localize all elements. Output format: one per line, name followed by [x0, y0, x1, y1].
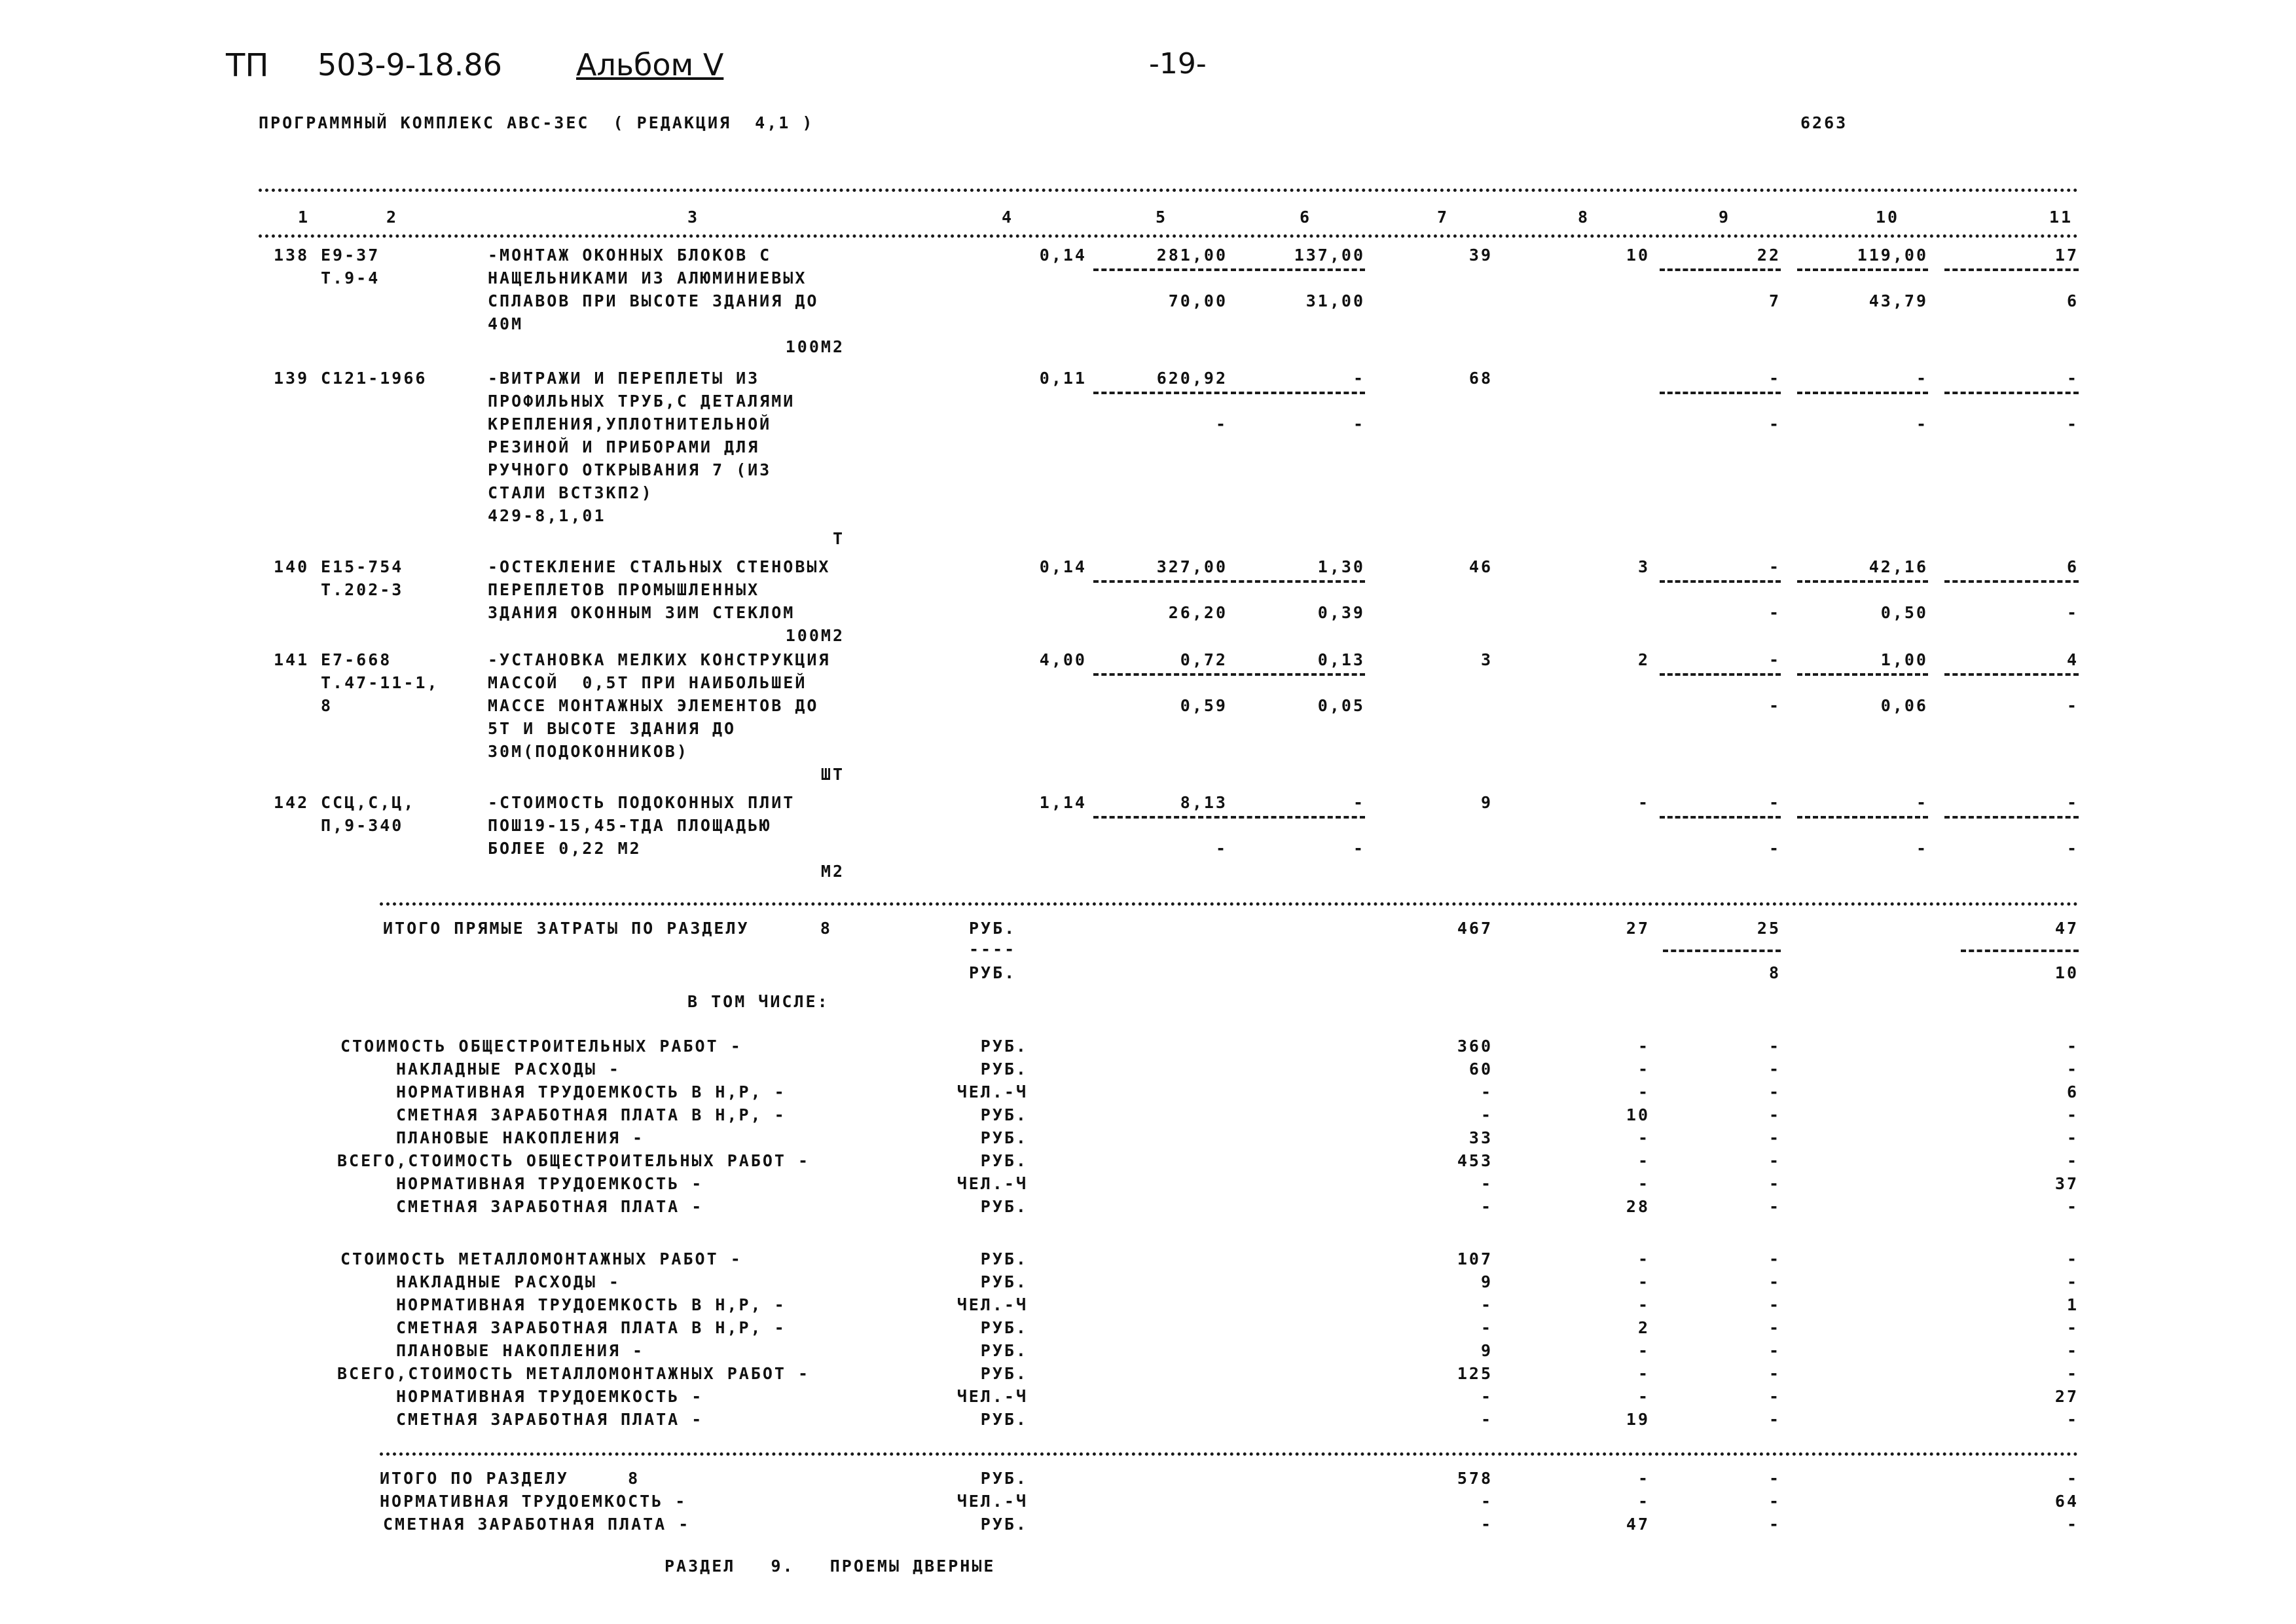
row-c6-bottom: -: [1353, 839, 1365, 858]
summary-c9: -: [1768, 1249, 1781, 1268]
column-header-2: 2: [386, 208, 399, 227]
row-unit: Т: [832, 529, 845, 548]
row-c6-fraction-line: [1231, 580, 1365, 583]
summary-c8: -: [1637, 1295, 1650, 1314]
row-c11-fraction-line: [1944, 673, 2079, 676]
row-c11-top: -: [2066, 369, 2079, 388]
summary-label: НОРМАТИВНАЯ ТРУДОЕМКОСТЬ В Н,Р, -: [396, 1295, 786, 1314]
row-c6-fraction-line: [1231, 392, 1365, 394]
row-description: КРЕПЛЕНИЯ,УПЛОТНИТЕЛЬНОЙ: [488, 415, 772, 434]
summary-c9: -: [1768, 1364, 1781, 1383]
row-c6-bottom: 0,39: [1317, 603, 1365, 622]
row-quantity: 0,14: [1039, 557, 1087, 576]
row-c11-top: 4: [2066, 650, 2079, 669]
row-c6-fraction-line: [1231, 673, 1365, 676]
summary-unit: РУБ.: [980, 1037, 1028, 1056]
section-total-c9: -: [1768, 1469, 1781, 1488]
row-description: РУЧНОГО ОТКРЫВАНИЯ 7 (ИЗ: [488, 460, 772, 479]
row-c6-fraction-line: [1231, 816, 1365, 819]
summary-c11: -: [2066, 1410, 2079, 1429]
section-total-c11: 64: [2054, 1492, 2079, 1511]
section-total-c11: -: [2066, 1469, 2079, 1488]
row-code: Е9-37: [321, 246, 380, 265]
summary-unit: РУБ.: [980, 1151, 1028, 1170]
summary-c9: -: [1768, 1197, 1781, 1216]
section-total-c11: -: [2066, 1515, 2079, 1534]
summary-c8: -: [1637, 1082, 1650, 1101]
summary-c9: -: [1768, 1272, 1781, 1291]
row-c6-top: -: [1353, 793, 1365, 812]
row-description: 40М: [488, 314, 524, 333]
summary-c8: -: [1637, 1151, 1650, 1170]
row-c11-bottom: 6: [2066, 291, 2079, 310]
summary-c8: -: [1637, 1128, 1650, 1147]
summary-label: ПЛАНОВЫЕ НАКОПЛЕНИЯ -: [396, 1128, 645, 1147]
summary-c9: -: [1768, 1151, 1781, 1170]
row-c11-bottom: -: [2066, 839, 2079, 858]
row-c8: 10: [1626, 246, 1650, 265]
summary-c7: -: [1480, 1105, 1493, 1124]
row-c10-bottom: 43,79: [1868, 291, 1928, 310]
row-unit: 100М2: [785, 626, 845, 645]
row-c9-top: -: [1768, 369, 1781, 388]
summary-c7: -: [1480, 1295, 1493, 1314]
page-number: -19-: [1149, 47, 1207, 81]
summary-unit: РУБ.: [980, 1105, 1028, 1124]
section-total-c9: -: [1768, 1515, 1781, 1534]
row-c7: 3: [1480, 650, 1493, 669]
row-number: 141: [274, 650, 310, 669]
row-c5-bottom: -: [1215, 415, 1228, 434]
summary-c11: -: [2066, 1197, 2079, 1216]
totals-label: ИТОГО ПРЯМЫЕ ЗАТРАТЫ ПО РАЗДЕЛУ 8: [383, 919, 832, 938]
row-c7: 46: [1468, 557, 1493, 576]
row-quantity: 4,00: [1039, 650, 1087, 669]
row-c5-fraction-line: [1093, 392, 1228, 394]
column-header-8: 8: [1578, 208, 1590, 227]
totals-c11-top: 47: [2054, 919, 2079, 938]
summary-c11: 27: [2054, 1387, 2079, 1406]
summary-label: СТОИМОСТЬ ОБЩЕСТРОИТЕЛЬНЫХ РАБОТ -: [340, 1037, 742, 1056]
row-c9-bottom: 7: [1768, 291, 1781, 310]
totals-c11-bottom: 10: [2054, 963, 2079, 982]
summary-label: ВСЕГО,СТОИМОСТЬ ОБЩЕСТРОИТЕЛЬНЫХ РАБОТ -: [337, 1151, 811, 1170]
summary-c7: 125: [1457, 1364, 1493, 1383]
column-header-10: 10: [1876, 208, 1900, 227]
summary-c9: -: [1768, 1060, 1781, 1079]
summary-unit: ЧЕЛ.-Ч: [957, 1174, 1028, 1193]
summary-label: ВСЕГО,СТОИМОСТЬ МЕТАЛЛОМОНТАЖНЫХ РАБОТ -: [337, 1364, 811, 1383]
summary-c11: 1: [2066, 1295, 2079, 1314]
row-c10-top: 119,00: [1857, 246, 1928, 265]
row-unit: 100М2: [785, 337, 845, 356]
row-c5-fraction-line: [1093, 268, 1228, 271]
summary-c8: -: [1637, 1341, 1650, 1360]
summary-c9: -: [1768, 1174, 1781, 1193]
rule-before-section-total: [380, 1452, 2079, 1456]
summary-unit: РУБ.: [980, 1410, 1028, 1429]
summary-c9: -: [1768, 1341, 1781, 1360]
row-c10-top: -: [1916, 793, 1928, 812]
row-c5-bottom: 70,00: [1168, 291, 1228, 310]
summary-label: ПЛАНОВЫЕ НАКОПЛЕНИЯ -: [396, 1341, 645, 1360]
summary-c11: -: [2066, 1060, 2079, 1079]
row-c11-bottom: -: [2066, 603, 2079, 622]
section-total-c8: -: [1637, 1469, 1650, 1488]
row-description: -УСТАНОВКА МЕЛКИХ КОНСТРУКЦИЯ: [488, 650, 831, 669]
row-c9-fraction-line: [1660, 816, 1781, 819]
row-c10-top: 42,16: [1868, 557, 1928, 576]
summary-c8: -: [1637, 1272, 1650, 1291]
row-c10-fraction-line: [1797, 268, 1928, 271]
row-c6-bottom: 0,05: [1317, 696, 1365, 715]
row-description: ЗДАНИЯ ОКОННЫМ ЗИМ СТЕКЛОМ: [488, 603, 795, 622]
sheet-number: 6263: [1800, 113, 1848, 132]
summary-label: НАКЛАДНЫЕ РАСХОДЫ -: [396, 1060, 621, 1079]
row-c10-fraction-line: [1797, 673, 1928, 676]
row-c11-fraction-line: [1944, 816, 2079, 819]
row-description: БОЛЕЕ 0,22 М2: [488, 839, 642, 858]
row-description: 429-8,1,01: [488, 506, 606, 525]
row-c5-bottom: 26,20: [1168, 603, 1228, 622]
summary-c7: -: [1480, 1174, 1493, 1193]
row-c11-fraction-line: [1944, 580, 2079, 583]
row-description: НАЩЕЛЬНИКАМИ ИЗ АЛЮМИНИЕВЫХ: [488, 268, 807, 287]
row-description: СПЛАВОВ ПРИ ВЫСОТЕ ЗДАНИЯ ДО: [488, 291, 819, 310]
row-description: МАССОЙ 0,5Т ПРИ НАИБОЛЬШЕЙ: [488, 673, 807, 692]
row-c11-top: 6: [2066, 557, 2079, 576]
row-c11-top: 17: [2054, 246, 2079, 265]
totals-c7: 467: [1457, 919, 1493, 938]
summary-c9: -: [1768, 1410, 1781, 1429]
row-description: -ОСТЕКЛЕНИЕ СТАЛЬНЫХ СТЕНОВЫХ: [488, 557, 831, 576]
row-c11-bottom: -: [2066, 415, 2079, 434]
row-code: С121-1966: [321, 369, 428, 388]
row-c8: 2: [1637, 650, 1650, 669]
summary-c7: 60: [1468, 1060, 1493, 1079]
summary-c9: -: [1768, 1318, 1781, 1337]
summary-unit: РУБ.: [980, 1318, 1028, 1337]
row-code: Е15-754: [321, 557, 404, 576]
row-c10-bottom: 0,50: [1880, 603, 1928, 622]
summary-c11: -: [2066, 1364, 2079, 1383]
section-total-c7: -: [1480, 1515, 1493, 1534]
row-description: 5Т И ВЫСОТЕ ЗДАНИЯ ДО: [488, 719, 737, 738]
next-section-heading: РАЗДЕЛ 9. ПРОЕМЫ ДВЕРНЫЕ: [665, 1557, 996, 1576]
row-c9-bottom: -: [1768, 839, 1781, 858]
row-c5-fraction-line: [1093, 673, 1228, 676]
section-total-label: ИТОГО ПО РАЗДЕЛУ 8: [380, 1469, 640, 1488]
summary-c7: 9: [1480, 1272, 1493, 1291]
summary-c9: -: [1768, 1105, 1781, 1124]
section-total-c7: -: [1480, 1492, 1493, 1511]
row-c9-bottom: -: [1768, 696, 1781, 715]
summary-c8: -: [1637, 1249, 1650, 1268]
row-description: СТАЛИ ВСТ3КП2): [488, 483, 653, 502]
column-header-7: 7: [1437, 208, 1449, 227]
row-c10-fraction-line: [1797, 816, 1928, 819]
row-code: Т.9-4: [321, 268, 380, 287]
summary-label: СМЕТНАЯ ЗАРАБОТНАЯ ПЛАТА В Н,Р, -: [396, 1318, 786, 1337]
row-number: 138: [274, 246, 310, 265]
row-code: Т.47-11-1,: [321, 673, 439, 692]
row-description: ПРОФИЛЬНЫХ ТРУБ,С ДЕТАЛЯМИ: [488, 392, 795, 411]
row-description: 30М(ПОДОКОННИКОВ): [488, 742, 689, 761]
summary-c11: -: [2066, 1037, 2079, 1056]
summary-c8: -: [1637, 1174, 1650, 1193]
row-c6-top: -: [1353, 369, 1365, 388]
summary-c11: 37: [2054, 1174, 2079, 1193]
summary-c9: -: [1768, 1037, 1781, 1056]
rule-under-header: [259, 234, 2079, 238]
row-description: ПОШ19-15,45-ТДА ПЛОЩАДЬЮ: [488, 816, 772, 835]
row-c5-top: 0,72: [1180, 650, 1228, 669]
row-c8: 3: [1637, 557, 1650, 576]
row-code: ССЦ,С,Ц,: [321, 793, 416, 812]
row-c10-bottom: -: [1916, 839, 1928, 858]
section-total-label: СМЕТНАЯ ЗАРАБОТНАЯ ПЛАТА -: [383, 1515, 691, 1534]
summary-label: НОРМАТИВНАЯ ТРУДОЕМКОСТЬ -: [396, 1174, 704, 1193]
row-quantity: 0,14: [1039, 246, 1087, 265]
row-c10-bottom: -: [1916, 415, 1928, 434]
row-c9-fraction-line: [1660, 268, 1781, 271]
summary-c8: 2: [1637, 1318, 1650, 1337]
row-c6-top: 137,00: [1294, 246, 1365, 265]
summary-c7: 360: [1457, 1037, 1493, 1056]
row-description: РЕЗИНОЙ И ПРИБОРАМИ ДЛЯ: [488, 437, 760, 456]
doc-project-code: 503-9-18.86: [318, 47, 502, 83]
summary-unit: РУБ.: [980, 1249, 1028, 1268]
row-c6-bottom: -: [1353, 415, 1365, 434]
row-c5-top: 620,92: [1156, 369, 1228, 388]
row-c6-top: 1,30: [1317, 557, 1365, 576]
totals-c9-fraction-line: [1663, 950, 1781, 952]
row-quantity: 0,11: [1039, 369, 1087, 388]
summary-c7: -: [1480, 1318, 1493, 1337]
row-c9-fraction-line: [1660, 392, 1781, 394]
row-c8: -: [1637, 793, 1650, 812]
row-c9-bottom: -: [1768, 603, 1781, 622]
summary-c11: -: [2066, 1318, 2079, 1337]
column-header-5: 5: [1156, 208, 1168, 227]
column-header-11: 11: [2049, 208, 2073, 227]
row-number: 142: [274, 793, 310, 812]
row-c9-top: -: [1768, 793, 1781, 812]
row-c7: 9: [1480, 793, 1493, 812]
summary-label: НОРМАТИВНАЯ ТРУДОЕМКОСТЬ -: [396, 1387, 704, 1406]
row-c7: 39: [1468, 246, 1493, 265]
summary-unit: РУБ.: [980, 1128, 1028, 1147]
summary-c11: -: [2066, 1105, 2079, 1124]
row-c7: 68: [1468, 369, 1493, 388]
totals-c8: 27: [1626, 919, 1650, 938]
row-c5-bottom: 0,59: [1180, 696, 1228, 715]
summary-c8: 10: [1626, 1105, 1650, 1124]
summary-c11: 6: [2066, 1082, 2079, 1101]
section-total-unit: ЧЕЛ.-Ч: [957, 1492, 1028, 1511]
row-number: 139: [274, 369, 310, 388]
summary-c8: 28: [1626, 1197, 1650, 1216]
totals-unit-top: РУБ.: [969, 919, 1017, 938]
summary-c11: -: [2066, 1272, 2079, 1291]
row-code: Т.202-3: [321, 580, 404, 599]
row-c6-bottom: 31,00: [1305, 291, 1365, 310]
row-c5-bottom: -: [1215, 839, 1228, 858]
column-header-9: 9: [1719, 208, 1731, 227]
section-total-unit: РУБ.: [980, 1469, 1028, 1488]
summary-c8: -: [1637, 1387, 1650, 1406]
row-c10-top: -: [1916, 369, 1928, 388]
summary-c7: -: [1480, 1387, 1493, 1406]
summary-c7: 9: [1480, 1341, 1493, 1360]
summary-unit: РУБ.: [980, 1272, 1028, 1291]
row-c5-fraction-line: [1093, 816, 1228, 819]
summary-label: НОРМАТИВНАЯ ТРУДОЕМКОСТЬ В Н,Р, -: [396, 1082, 786, 1101]
row-c10-top: 1,00: [1880, 650, 1928, 669]
row-description: МАССЕ МОНТАЖНЫХ ЭЛЕМЕНТОВ ДО: [488, 696, 819, 715]
row-description: ПЕРЕПЛЕТОВ ПРОМЫШЛЕННЫХ: [488, 580, 760, 599]
row-code: П,9-340: [321, 816, 404, 835]
row-c6-fraction-line: [1231, 268, 1365, 271]
summary-c8: 19: [1626, 1410, 1650, 1429]
section-total-unit: РУБ.: [980, 1515, 1028, 1534]
summary-unit: РУБ.: [980, 1364, 1028, 1383]
totals-c9-top: 25: [1757, 919, 1781, 938]
summary-c9: -: [1768, 1295, 1781, 1314]
row-c6-top: 0,13: [1317, 650, 1365, 669]
row-unit: ШТ: [820, 765, 845, 784]
row-code: 8: [321, 696, 333, 715]
summary-c11: -: [2066, 1151, 2079, 1170]
summary-label: НАКЛАДНЫЕ РАСХОДЫ -: [396, 1272, 621, 1291]
rule-top: [259, 189, 2079, 192]
row-c9-top: 22: [1757, 246, 1781, 265]
summary-unit: РУБ.: [980, 1060, 1028, 1079]
row-quantity: 1,14: [1039, 793, 1087, 812]
row-unit: М2: [820, 862, 845, 881]
summary-c8: -: [1637, 1037, 1650, 1056]
row-c5-top: 8,13: [1180, 793, 1228, 812]
row-c10-bottom: 0,06: [1880, 696, 1928, 715]
section-total-c7: 578: [1457, 1469, 1493, 1488]
summary-unit: ЧЕЛ.-Ч: [957, 1387, 1028, 1406]
summary-label: СМЕТНАЯ ЗАРАБОТНАЯ ПЛАТА В Н,Р, -: [396, 1105, 786, 1124]
row-c11-fraction-line: [1944, 392, 2079, 394]
row-description: -ВИТРАЖИ И ПЕРЕПЛЕТЫ ИЗ: [488, 369, 760, 388]
row-c11-top: -: [2066, 793, 2079, 812]
row-c11-fraction-line: [1944, 268, 2079, 271]
rule-before-totals: [380, 902, 2079, 906]
doc-album-label: Альбом V: [576, 47, 724, 83]
summary-label: СТОИМОСТЬ МЕТАЛЛОМОНТАЖНЫХ РАБОТ -: [340, 1249, 742, 1268]
column-header-4: 4: [1002, 208, 1014, 227]
including-heading: В ТОМ ЧИСЛЕ:: [687, 992, 829, 1011]
totals-c11-fraction-line: [1961, 950, 2079, 952]
row-code: Е7-668: [321, 650, 392, 669]
summary-c7: -: [1480, 1410, 1493, 1429]
row-c11-bottom: -: [2066, 696, 2079, 715]
summary-c9: -: [1768, 1387, 1781, 1406]
summary-unit: ЧЕЛ.-Ч: [957, 1082, 1028, 1101]
summary-unit: ЧЕЛ.-Ч: [957, 1295, 1028, 1314]
row-c9-top: -: [1768, 557, 1781, 576]
row-c9-bottom: -: [1768, 415, 1781, 434]
row-description: -СТОИМОСТЬ ПОДОКОННЫХ ПЛИТ: [488, 793, 795, 812]
summary-unit: РУБ.: [980, 1341, 1028, 1360]
row-c5-fraction-line: [1093, 580, 1228, 583]
summary-c11: -: [2066, 1341, 2079, 1360]
summary-c7: 107: [1457, 1249, 1493, 1268]
row-c9-fraction-line: [1660, 673, 1781, 676]
section-total-label: НОРМАТИВНАЯ ТРУДОЕМКОСТЬ -: [380, 1492, 687, 1511]
row-description: -МОНТАЖ ОКОННЫХ БЛОКОВ С: [488, 246, 772, 265]
row-c5-top: 281,00: [1156, 246, 1228, 265]
summary-unit: РУБ.: [980, 1197, 1028, 1216]
summary-c7: 453: [1457, 1151, 1493, 1170]
summary-c11: -: [2066, 1128, 2079, 1147]
section-total-c9: -: [1768, 1492, 1781, 1511]
totals-unit-mid: ----: [969, 940, 1017, 959]
column-header-1: 1: [298, 208, 310, 227]
summary-c7: 33: [1468, 1128, 1493, 1147]
summary-c7: -: [1480, 1197, 1493, 1216]
summary-c11: -: [2066, 1249, 2079, 1268]
summary-c9: -: [1768, 1128, 1781, 1147]
summary-c9: -: [1768, 1082, 1781, 1101]
summary-c7: -: [1480, 1082, 1493, 1101]
section-total-c8: -: [1637, 1492, 1650, 1511]
row-c5-top: 327,00: [1156, 557, 1228, 576]
summary-c8: -: [1637, 1364, 1650, 1383]
totals-unit-bottom: РУБ.: [969, 963, 1017, 982]
row-c10-fraction-line: [1797, 392, 1928, 394]
summary-c8: -: [1637, 1060, 1650, 1079]
row-c9-top: -: [1768, 650, 1781, 669]
column-header-6: 6: [1300, 208, 1312, 227]
row-c10-fraction-line: [1797, 580, 1928, 583]
doc-tp-label: ТП: [226, 47, 269, 84]
summary-label: СМЕТНАЯ ЗАРАБОТНАЯ ПЛАТА -: [396, 1410, 704, 1429]
row-c9-fraction-line: [1660, 580, 1781, 583]
program-title: ПРОГРАММНЫЙ КОМПЛЕКС АВС-3ЕС ( РЕДАКЦИЯ 4,1 ): [259, 113, 814, 132]
column-header-3: 3: [687, 208, 700, 227]
totals-c9-bottom: 8: [1768, 963, 1781, 982]
section-total-c8: 47: [1626, 1515, 1650, 1534]
summary-label: СМЕТНАЯ ЗАРАБОТНАЯ ПЛАТА -: [396, 1197, 704, 1216]
row-number: 140: [274, 557, 310, 576]
